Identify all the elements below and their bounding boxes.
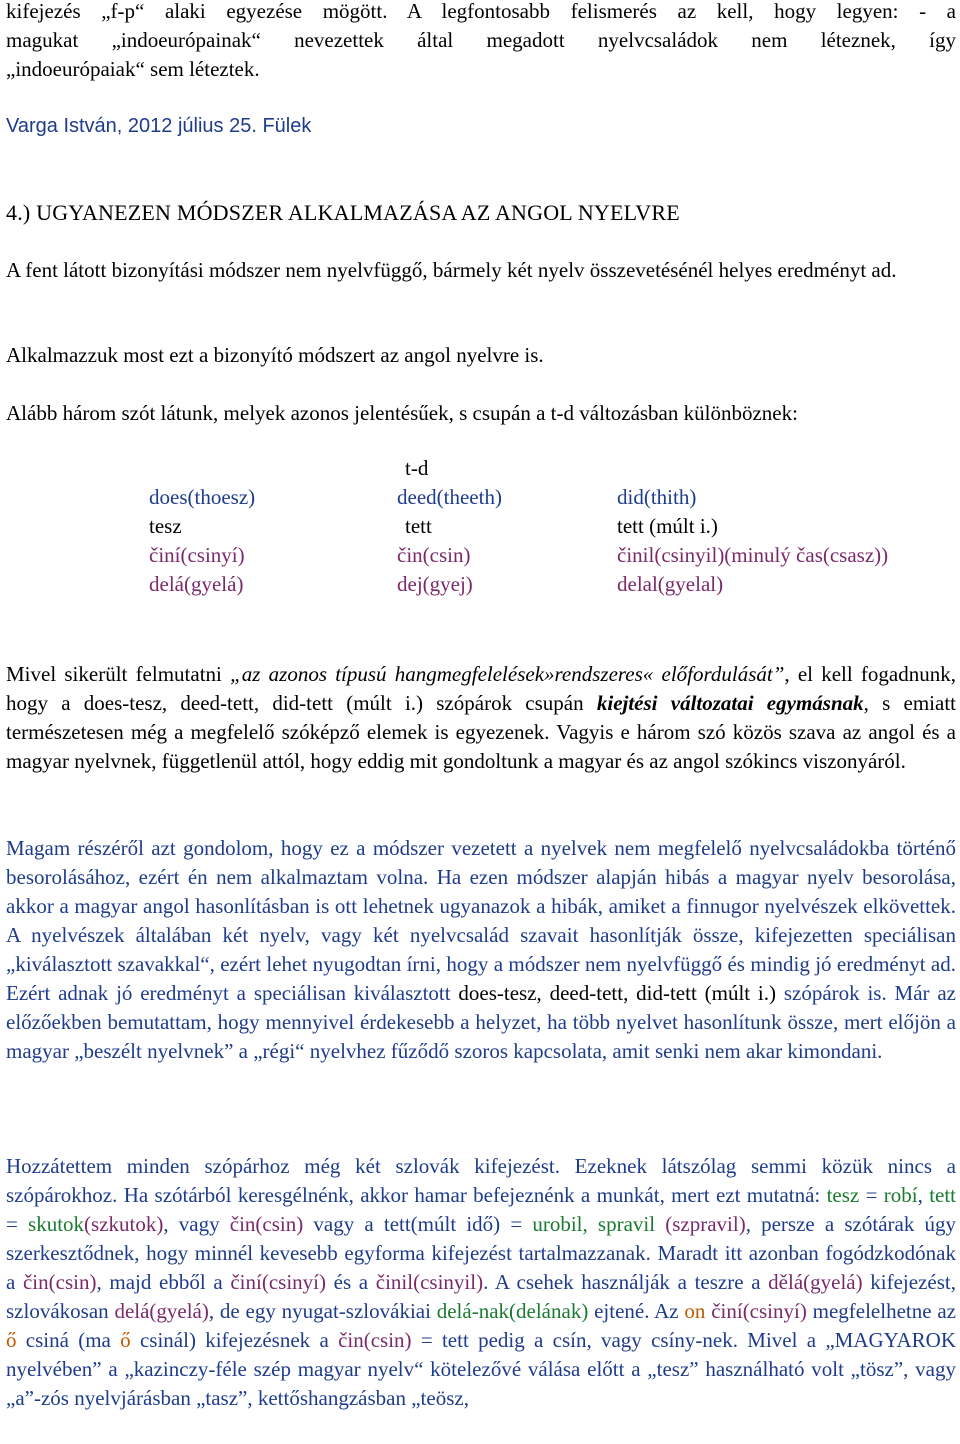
hozza-s46: = tett pedig a csín, vagy csíny-nek. Mivel a „MAGYAROK nyelvében” a „kazinczy-féle szép magyar nyelv“ kötelezővé válása előtt a „tesz” használható volt „tösz”, vagy „a”-zós nyelvjárásban „tasz”, kettőshangzásban „teösz,: [6, 1328, 956, 1410]
hozza-s21: , majd ebből a: [96, 1270, 231, 1294]
hozza-s33: delá-nak(delának): [436, 1299, 589, 1323]
mivel-text-c: , el kell fogadnunk, hogy a does-tesz, deed-tett, did-tett (múlt i.) szópárok csupán: [6, 662, 956, 715]
table-cell: deed(theeth): [397, 485, 502, 509]
hozza-s35: on: [684, 1299, 706, 1323]
hozza-s38: (csinyí): [742, 1299, 807, 1323]
table-cell: did(thith): [617, 485, 697, 509]
table-header-td: t-d: [405, 456, 429, 480]
table-cell: tesz: [149, 514, 182, 538]
intro-line-3: „indoeurópaiak“ sem léteztek.: [6, 57, 260, 81]
hozza-s26: (csinyil): [413, 1270, 484, 1294]
table-cell: činil(csinyil)(minulý čas(csasz)): [617, 543, 889, 567]
hozza-s1: Hozzátettem minden szópárhoz még két szlovák kifejezést. Ezeknek látszólag semmi közük nincs a szópárokhoz. Ha szótárból keresgélnénk, akkor hamar befejeznénk a munkát, mert ezt mutatná:: [6, 1154, 956, 1207]
table-cell: čin(csin): [397, 543, 471, 567]
hozza-s8: skutok: [28, 1212, 85, 1236]
section-paragraph-3: Alább három szót látunk, melyek azonos jelentésűek, s csupán a t-d változásban különböznek:: [6, 401, 798, 425]
hozza-s12: (csin): [255, 1212, 304, 1236]
hozza-s18: , persze a szótárak úgy szerkesztődnek, hogy minnél kevesebb egyforma kifejezést tartalmazzanak. Maradt itt azonban fogódzkodónak a: [6, 1212, 956, 1294]
hozza-s14: tett(múlt idő): [383, 1212, 501, 1236]
hozza-s42: ő: [120, 1328, 131, 1352]
signature: Varga István, 2012 július 25. Fülek: [6, 115, 312, 137]
table-cell: does(thoesz): [149, 485, 256, 509]
hozza-s7: =: [6, 1212, 29, 1236]
paragraph-mivel: [6, 660, 956, 776]
magam-text-a: Magam részéről azt gondolom, hogy ez a módszer vezetett a nyelvek nem megfelelő nyelvcsaládokba történő besorolásához, ezért én nem alkalmaztam volna. Ha ezen módszer alapján hibás a magyar nyelv besorolása, akkor a magyar angol hasonlításban is ott lehetnek ugyanazok a hibák, amiket a finnugor nyelvészek elkövettek. A nyelvészek általában két nyelv, vagy két nyelvcsalád szavait hasonlítják össze, kifejezetten speciálisan „kiválasztott szavakkal“, ezért lehet nyugodtan írni, hogy a módszer nem nyelvfüggő és mindig jó eredményt ad. Ezért adnak jó eredményt a speciálisan kiválasztott: [6, 836, 956, 1005]
hozza-s31: delá(gyelá): [114, 1299, 209, 1323]
hozza-s17: (szpravil): [655, 1212, 746, 1236]
section-paragraph-2: Alkalmazzuk most ezt a bizonyító módszert az angol nyelvre is.: [6, 343, 544, 367]
hozza-s45: (csin): [363, 1328, 412, 1352]
mivel-text-e: , s emiatt természetesen még a megfelelő szóképző elemek is egyezenek. Vagyis e három szó közös szava az angol és a magyar nyelvnek, függetlenül attól, hogy eddig mit gondoltunk a magyar és az angol szókincs viszonyáról.: [6, 691, 957, 773]
mivel-emphasis: kiejtési változatai egymásnak: [596, 691, 864, 715]
hozza-s20: (csin): [48, 1270, 97, 1294]
hozza-s30: kifejezést, szlovákosan: [6, 1270, 956, 1323]
hozza-s28: dělá: [768, 1270, 804, 1294]
section-paragraph-1: A fent látott bizonyítási módszer nem nyelvfüggő, bármely két nyelv összevetésénél helyes eredményt ad.: [6, 258, 897, 282]
intro-line-2: magukat „indoeurópainak“ nevezettek által megadott nyelvcsaládok nem léteznek, így: [6, 28, 956, 52]
hozza-s32: , de egy nyugat-szlovákiai: [208, 1299, 437, 1323]
hozza-s4: robí: [883, 1183, 918, 1207]
table-row: [149, 485, 888, 514]
table-cell: dej(gyej): [397, 572, 473, 596]
hozza-s43: csinál) kifejezésnek a: [130, 1328, 339, 1352]
hozza-s27: . A csehek használják a teszre a: [483, 1270, 769, 1294]
hozza-s37: činí: [711, 1299, 743, 1323]
mivel-text-a: Mivel sikerült felmutatni: [6, 662, 231, 686]
hozza-s44: čin: [338, 1328, 364, 1352]
paragraph-magam: [6, 834, 956, 1066]
hozza-s15: =: [500, 1212, 533, 1236]
table-cell: delá(gyelá): [149, 572, 244, 596]
hozza-s19: čin: [22, 1270, 49, 1294]
hozza-s9: (szkutok): [84, 1212, 164, 1236]
hozza-s10: , vagy: [163, 1212, 230, 1236]
hozza-s40: ő: [6, 1328, 17, 1352]
mivel-quote: „az azonos típusú hangmegfelelések»rendszeres« előfordulását”: [230, 662, 785, 686]
hozza-s24: és a: [325, 1270, 376, 1294]
hozza-s16: urobil, spravil: [532, 1212, 656, 1236]
table-cell: delal(gyelal): [617, 572, 724, 596]
intro-line-1: kifejezés „f-p“ alaki egyezése mögött. A legfontosabb felismerés az kell, hogy legyen: - a: [6, 0, 956, 23]
table-cell: tett (múlt i.): [617, 514, 718, 538]
table-row: [149, 572, 888, 601]
table-row: [149, 543, 888, 572]
magam-word-pairs: does-tesz, deed-tett, did-tett (múlt i.): [458, 981, 777, 1005]
hozza-s6: tett: [929, 1183, 957, 1207]
word-comparison-table: [6, 456, 888, 601]
hozza-s25: činil: [375, 1270, 414, 1294]
section-heading: 4.) UGYANEZEN MÓDSZER ALKALMAZÁSA AZ ANGOL NYELVRE: [6, 200, 680, 225]
hozza-s41: csiná (ma: [16, 1328, 121, 1352]
hozza-s2: tesz: [826, 1183, 860, 1207]
hozza-s13: vagy a: [303, 1212, 384, 1236]
hozza-s3: =: [859, 1183, 884, 1207]
paragraph-hozzatettem: [6, 1152, 956, 1413]
hozza-s5: ,: [917, 1183, 930, 1207]
hozza-s11: čin: [229, 1212, 256, 1236]
hozza-s23: (csinyí): [261, 1270, 326, 1294]
hozza-s34: ejtené. Az: [588, 1299, 685, 1323]
intro-paragraph: [6, 0, 956, 84]
table-cell: činí(csinyí): [149, 543, 245, 567]
table-cell: tett: [405, 514, 432, 538]
table-row: [149, 514, 888, 543]
magam-text-c: szópárok is. Már az előzőekben bemutattam, hogy mennyivel érdekesebb a helyzet, ha több nyelvet hasonlítunk össze, mert előjön a magyar „beszélt nyelvnek” a „régi“ nyelvhez fűződő szoros kapcsolata, amit senki nem akar kimondani.: [6, 981, 956, 1063]
hozza-s29: (gyelá): [803, 1270, 863, 1294]
hozza-s39: megfelelhetne az: [806, 1299, 956, 1323]
hozza-s22: činí: [230, 1270, 262, 1294]
